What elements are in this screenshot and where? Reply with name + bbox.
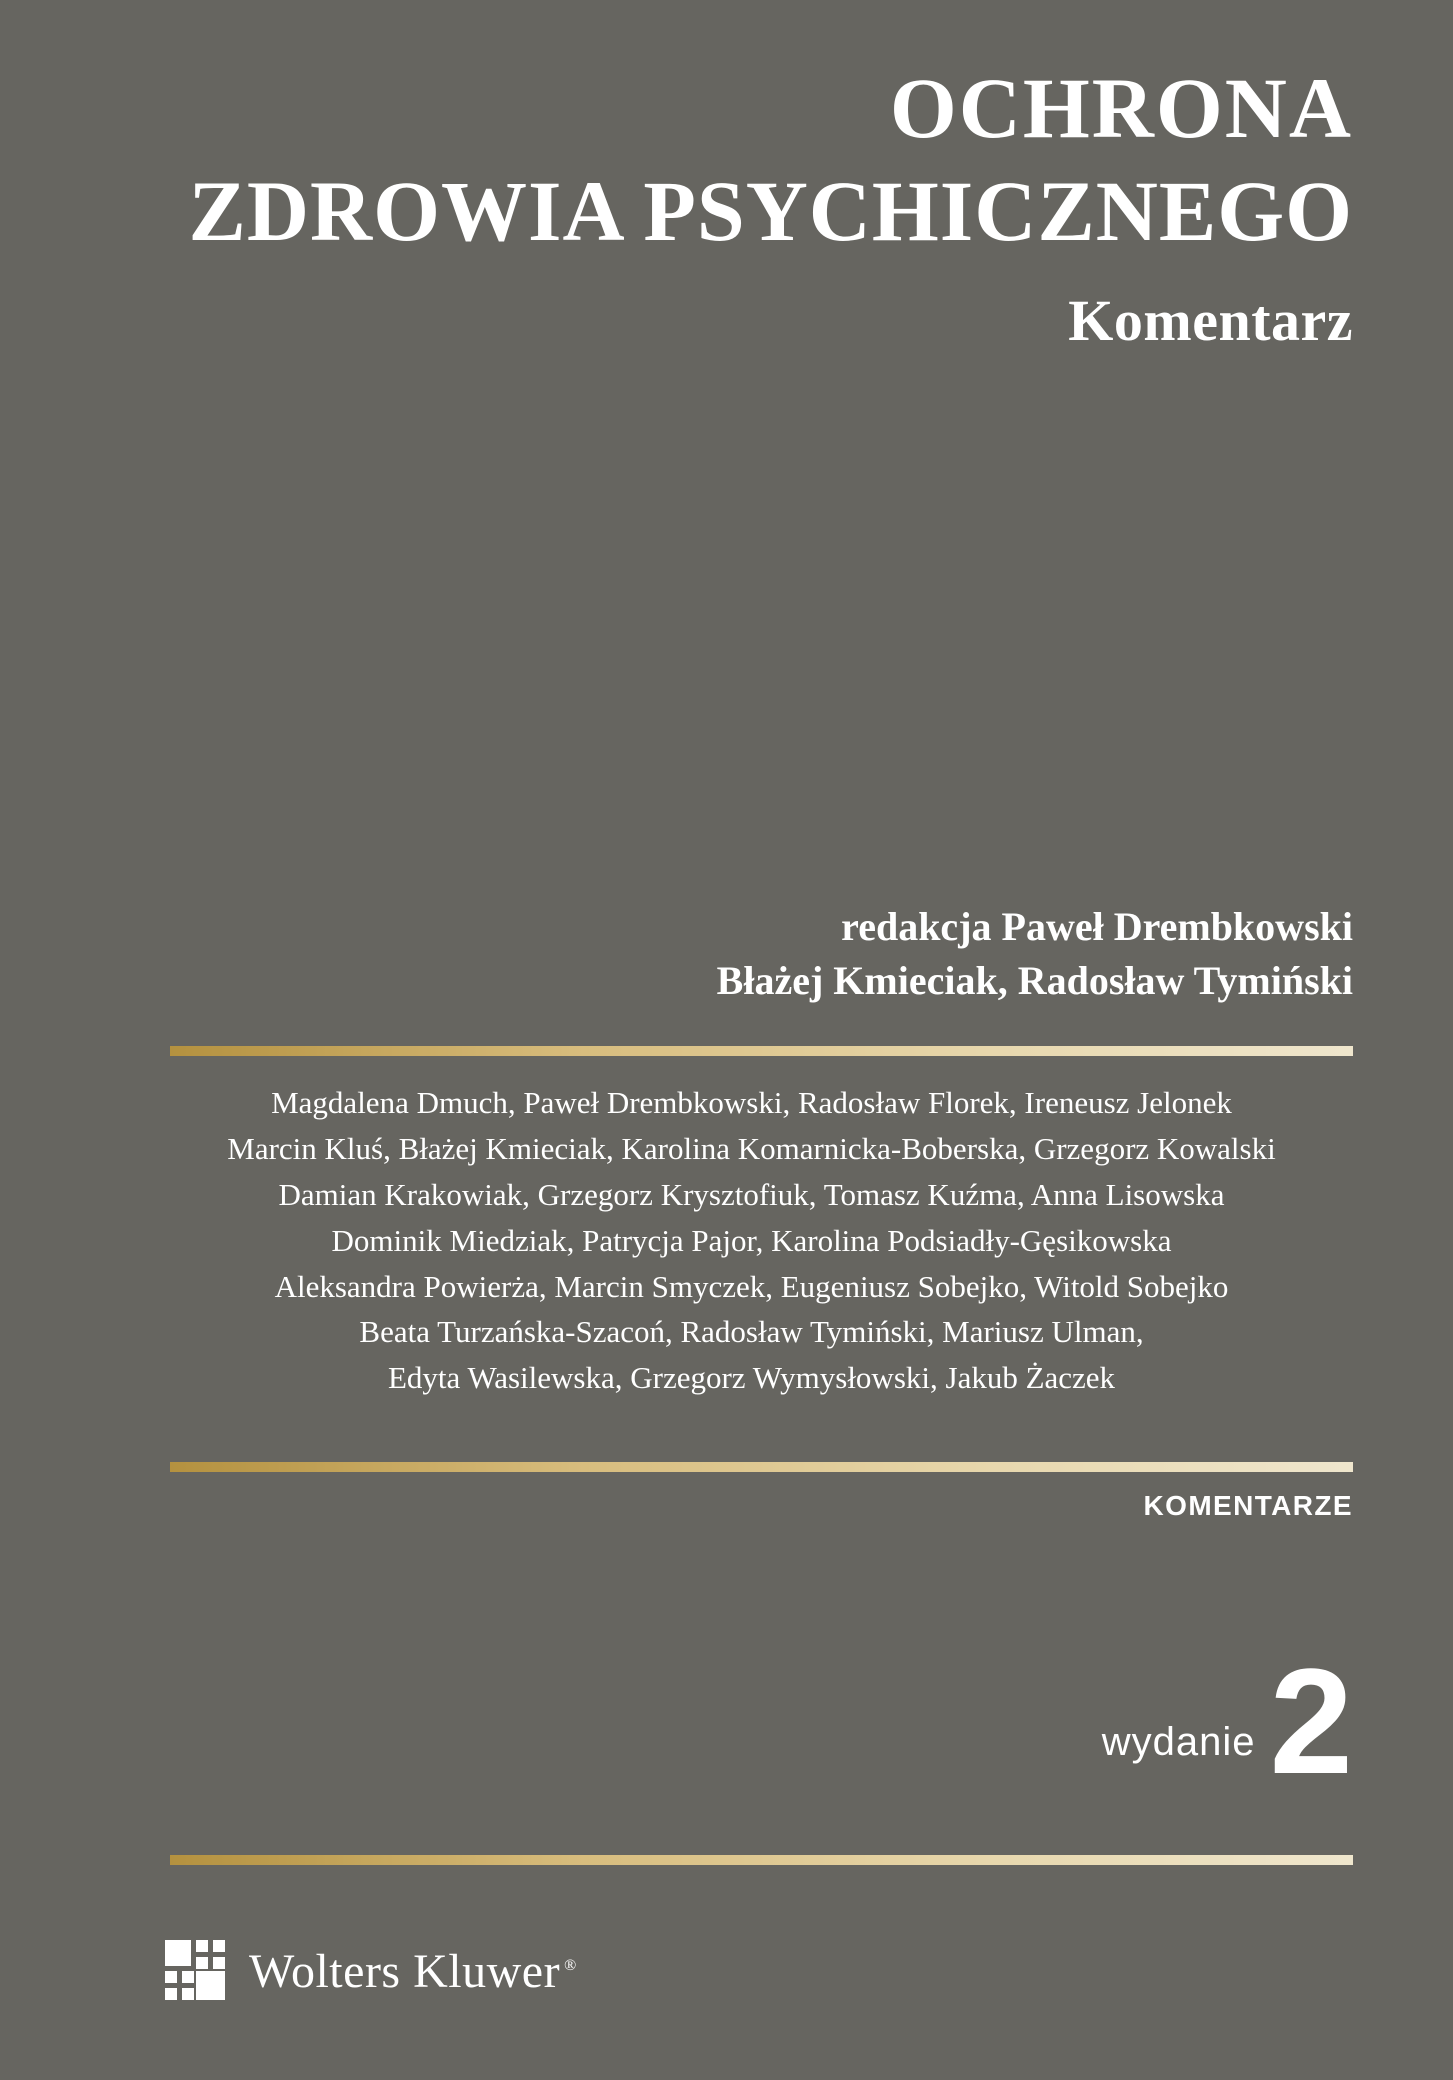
author-line: Dominik Miedziak, Patrycja Pajor, Karolina Podsiadły-Gęsikowska — [331, 1222, 1172, 1258]
series-label: KOMENTARZE — [1143, 1490, 1353, 1521]
author-line: Damian Krakowiak, Grzegorz Krysztofiuk, Tomasz Kuźma, Anna Lisowska — [278, 1176, 1225, 1212]
gold-rule-top — [170, 1046, 1353, 1056]
book-title-line-2: ZDROWIA PSYCHICZNEGO — [188, 162, 1353, 259]
author-line: Edyta Wasilewska, Grzegorz Wymysłowski, Jakub Żaczek — [387, 1360, 1116, 1396]
edition-word: wydanie — [1101, 1720, 1256, 1764]
author-line: Aleksandra Powierża, Marcin Smyczek, Eugeniusz Sobejko, Witold Sobejko — [274, 1268, 1229, 1304]
author-line: Marcin Kluś, Błażej Kmieciak, Karolina Komarnicka-Boberska, Grzegorz Kowalski — [227, 1130, 1276, 1166]
publisher-block — [165, 1940, 577, 2002]
author-line: Magdalena Dmuch, Paweł Drembkowski, Radosław Florek, Ireneusz Jelonek — [271, 1085, 1232, 1120]
wolters-kluwer-logo-icon — [165, 1940, 227, 2002]
editors-block — [120, 900, 1353, 1008]
gold-rule-bottom — [170, 1855, 1353, 1865]
book-title-line-1: OCHRONA — [889, 60, 1353, 156]
authors-block — [150, 1080, 1353, 1401]
editor-line: Błażej Kmieciak, Radosław Tymiński — [716, 958, 1353, 1003]
publisher-name-text: Wolters Kluwer — [249, 1944, 561, 1998]
gold-rule-middle — [170, 1462, 1353, 1472]
edition-block — [1101, 1637, 1353, 1805]
author-line: Beata Turzańska-Szacoń, Radosław Tymiński, Mariusz Ulman, — [359, 1314, 1144, 1350]
title-block — [100, 62, 1353, 354]
publisher-name — [249, 1944, 577, 1999]
editor-line: redakcja Paweł Drembkowski — [841, 904, 1353, 949]
book-subtitle: Komentarz — [1068, 288, 1353, 354]
edition-number: 2 — [1269, 1637, 1353, 1805]
registered-trademark-icon: ® — [564, 1956, 577, 1974]
